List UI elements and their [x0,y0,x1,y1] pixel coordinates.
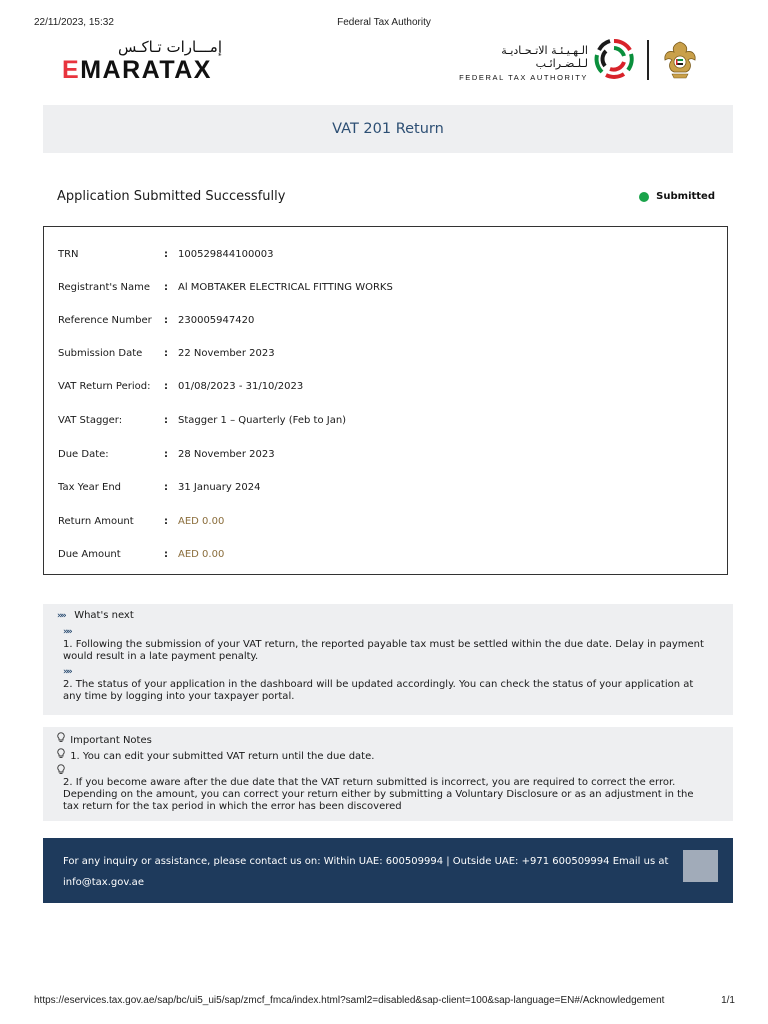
important-note-line [57,748,705,763]
contact-text: For any inquiry or assistance, please contact us on: Within UAE: 600509994 | Outside UAE: +971 600509994 Email us at info@tax.gov.ae [63,856,669,888]
detail-separator: : [164,516,168,527]
detail-label: Registrant's Name [58,282,151,293]
detail-label: Tax Year End [58,482,122,493]
detail-separator: : [164,315,168,326]
important-notes-heading: Important Notes [70,735,152,746]
detail-label: Due Amount [58,549,121,560]
detail-value-amount: AED 0.00 [178,516,225,527]
emaratax-logo [62,38,232,86]
detail-value: 22 November 2023 [178,348,275,359]
detail-label: Due Date: [58,449,109,460]
chat-widget-button[interactable] [683,850,718,882]
detail-separator: : [164,348,168,359]
fta-emblem-icon [593,38,635,80]
print-url: https://eservices.tax.gov.ae/sap/bc/ui5_ui5/sap/zmcf_fmca/index.html?saml2=disabled&sap-client=100&sap-language=EN#/Acknowledgement [34,995,665,1006]
detail-value: 28 November 2023 [178,449,275,460]
detail-label: Reference Number [58,315,152,326]
important-note-item: 1. You can edit your submitted VAT return until the due date. [70,751,375,762]
title-bar [43,105,733,153]
lightbulb-icon [57,732,67,747]
chevron-double-right-icon: »» [63,627,71,637]
detail-separator: : [164,282,168,293]
detail-label: VAT Stagger: [58,415,123,426]
fta-logo-text [458,44,588,82]
detail-value: 230005947420 [178,315,255,326]
whats-next-item: 2. The status of your application in the dashboard will be updated accordingly. You can check the status of your application at any time by logging into your taxpayer portal. [63,679,694,702]
print-header [0,17,768,31]
detail-value: Al MOBTAKER ELECTRICAL FITTING WORKS [178,282,393,293]
status-dot-icon [639,192,649,202]
logo-divider [647,40,649,80]
whats-next-heading-line [57,610,705,622]
detail-label: Submission Date [58,348,143,359]
fta-logo-arabic: الـهـيـئـة الاتـحـاديـة لـلـضـرائـب [501,44,588,70]
detail-value: 01/08/2023 - 31/10/2023 [178,381,304,392]
important-notes-section [43,727,733,821]
detail-separator: : [164,449,168,460]
detail-value: 100529844100003 [178,249,274,260]
emaratax-logo-rest: MARATAX [80,56,212,84]
chevron-double-right-icon: »» [57,611,65,621]
print-datetime: 22/11/2023, 15:32 [34,17,114,28]
print-title: Federal Tax Authority [337,17,431,28]
contact-footer [43,838,733,903]
status-label: Submitted [656,191,715,202]
emaratax-logo-e: E [62,56,81,84]
chevron-double-right-icon: »» [63,667,71,677]
detail-value: 31 January 2024 [178,482,261,493]
whats-next-heading: What's next [74,610,134,621]
detail-label: TRN [58,249,79,260]
important-note-item: 2. If you become aware after the due date that the VAT return submitted is incorrect, you are required to correct the error. Depending on the amount, you can correct your return either by submitting a Voluntary Disclosure or as an adjustment in the tax return for the tax period in which the error has been discovered [63,777,694,812]
whats-next-section [43,604,733,715]
detail-separator: : [164,381,168,392]
detail-label: Return Amount [58,516,134,527]
whats-next-item: 1. Following the submission of your VAT return, the reported payable tax must be settled within the due date. Delay in payment would result in a late payment penalty. [63,639,704,662]
detail-separator: : [164,482,168,493]
success-headline: Application Submitted Successfully [57,189,286,204]
submission-status-row [57,188,715,208]
important-notes-heading-line [57,732,705,747]
detail-separator: : [164,415,168,426]
detail-separator: : [164,549,168,560]
fta-logo-group [458,38,718,84]
emaratax-logo-english [62,56,212,85]
status-badge [639,191,715,202]
emaratax-logo-arabic: إمـــارات تـاكـس [117,38,222,56]
lightbulb-icon [57,748,67,763]
detail-separator: : [164,249,168,260]
detail-value: Stagger 1 – Quarterly (Feb to Jan) [178,415,347,426]
page-title: VAT 201 Return [332,121,444,137]
detail-value-amount: AED 0.00 [178,549,225,560]
detail-label: VAT Return Period: [58,381,151,392]
print-footer [0,995,768,1009]
fta-logo-english: FEDERAL TAX AUTHORITY [459,73,588,82]
return-details-panel [43,226,728,575]
uae-falcon-emblem-icon [662,38,698,82]
print-page-number: 1/1 [721,995,735,1006]
